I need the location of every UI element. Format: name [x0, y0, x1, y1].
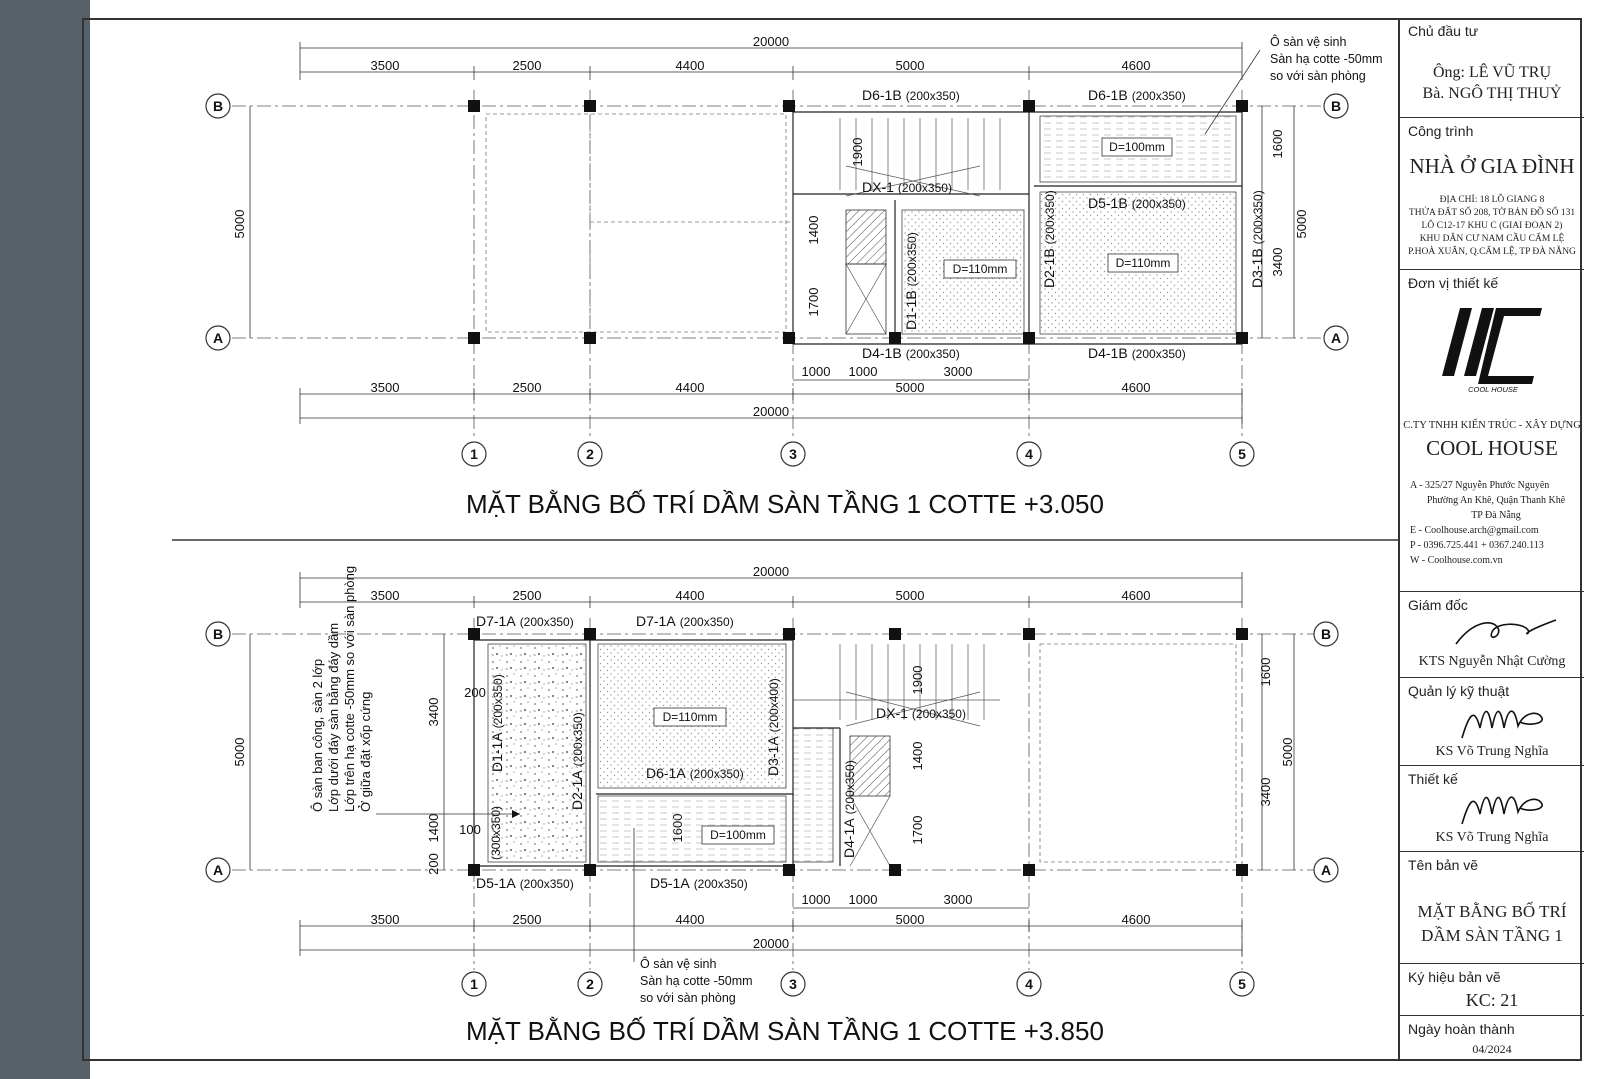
- tech-signature: [1458, 698, 1548, 742]
- svg-text:D2-1A(200x350): D2-1A(200x350): [569, 712, 585, 810]
- svg-text:DX-1(200x350): DX-1 (200x350): [876, 705, 966, 721]
- p2-grid-2: 2: [586, 976, 594, 992]
- p2-note-2: Sàn hạ cotte -50mm: [640, 974, 753, 988]
- p2-balcony-note-3: Lớp trên hạ cotte -50mm so với sàn phòng: [342, 565, 357, 812]
- p1-dim-left: 5000: [232, 209, 247, 239]
- tb-project-label: Công trình: [1408, 123, 1474, 139]
- p1-note-3: so với sàn phòng: [1270, 69, 1366, 83]
- p2-left-dim-d: 200: [464, 685, 486, 700]
- tb-address-3: LÔ C12-17 KHU C (GIAI ĐOẠN 2): [1421, 221, 1563, 231]
- p1-grid-b-left: B: [212, 98, 224, 114]
- p2-grid-1: 1: [470, 976, 478, 992]
- p2-stair-b2: 1000: [848, 892, 878, 907]
- p2-stair-b1: 1000: [801, 892, 831, 907]
- p2-beam-d7-right: D7-1A: [636, 613, 676, 629]
- p1-dim-bot-5: 4600: [1121, 380, 1151, 395]
- p1-dim-top-1: 3500: [370, 58, 400, 73]
- p2-title: MẶT BẰNG BỐ TRÍ DẦM SÀN TẦNG 1 COTTE +3.850: [466, 1016, 1104, 1046]
- tb-company-addr-1: A - 325/27 Nguyễn Phước Nguyên: [1410, 480, 1550, 491]
- tb-date-section: [1400, 1016, 1584, 1061]
- p2-beam-d1b-size: (300x350): [489, 805, 503, 860]
- tb-project-name: NHÀ Ở GIA ĐÌNH: [1409, 154, 1575, 178]
- plan-2: [206, 564, 1338, 1046]
- tb-company-addr-3: TP Đà Nẵng: [1471, 510, 1521, 521]
- p1-grid-4: 4: [1025, 446, 1033, 462]
- logo-text: COOL HOUSE: [1468, 385, 1518, 394]
- p2-grid-4: 4: [1025, 976, 1033, 992]
- p1-stair-d3: 1700: [806, 287, 821, 317]
- p2-dim-right-b: 3400: [1258, 777, 1273, 807]
- p1-dim-top-2: 2500: [512, 58, 542, 73]
- tb-design-label: Thiết kế: [1408, 771, 1458, 787]
- p2-dim-bot-1: 3500: [370, 912, 400, 927]
- p2-dim-top-5: 4600: [1121, 588, 1151, 603]
- tb-designer-label: Đơn vị thiết kế: [1408, 275, 1499, 291]
- p1-stair-d2: 1400: [806, 215, 821, 245]
- cool-house-logo: [1438, 304, 1548, 394]
- p1-dim-top-3: 4400: [675, 58, 705, 73]
- tb-design-name: KS Võ Trung Nghĩa: [1435, 830, 1549, 845]
- p2-balcony-note-4: Ở giữa đặt xốp cứng: [358, 691, 373, 812]
- svg-text:D6-1B(200x350): D6-1B (200x350): [862, 87, 960, 103]
- tb-director-label: Giám đốc: [1408, 597, 1468, 613]
- tb-address-4: KHU DÂN CƯ NAM CẦU CẨM LỆ: [1419, 234, 1565, 244]
- p1-stair-b1: 1000: [801, 364, 831, 379]
- svg-text:D5-1A(200x350): D5-1A (200x350): [650, 875, 748, 891]
- svg-text:D1-1A(200x350): D1-1A(200x350): [489, 674, 505, 772]
- p2-balcony-note-2: Lớp dưới đáy sàn bằng đáy dầm: [326, 622, 341, 812]
- tb-drawing-name-1: MẶT BẰNG BỐ TRÍ: [1417, 902, 1567, 921]
- tb-director-name: KTS Nguyễn Nhật Cường: [1418, 654, 1566, 669]
- svg-text:D7-1A(200x350): D7-1A (200x350): [636, 613, 734, 629]
- p1-beam-d4-left: D4-1B: [862, 345, 902, 361]
- p2-left-dim-e: 100: [459, 822, 481, 837]
- p1-title: MẶT BẰNG BỐ TRÍ DẦM SÀN TẦNG 1 COTTE +3.050: [466, 489, 1104, 519]
- p1-grid-b-right: B: [1330, 98, 1342, 114]
- tb-tech-label: Quản lý kỹ thuật: [1408, 683, 1510, 699]
- p1-dim-total-bot: 20000: [752, 404, 790, 419]
- p1-grid-a-left: A: [212, 330, 224, 346]
- svg-text:D7-1A(200x350): D7-1A (200x350): [476, 613, 574, 629]
- tb-phone: P - 0396.725.441 + 0367.240.113: [1410, 540, 1544, 551]
- tb-director-section: [1400, 592, 1584, 678]
- director-signature: [1452, 612, 1562, 652]
- tb-drawing-name-2: DẦM SÀN TẦNG 1: [1421, 926, 1563, 945]
- title-block: [1398, 18, 1584, 1061]
- tb-code-section: [1400, 964, 1584, 1016]
- p1-grid-1: 1: [470, 446, 478, 462]
- p2-balcony-note-1: Ô sàn ban công, sàn 2 lớp: [310, 658, 325, 812]
- p2-stair-d1: 1900: [910, 665, 925, 695]
- p2-dim-bot-3: 4400: [675, 912, 705, 927]
- p1-dim-top-5: 4600: [1121, 58, 1151, 73]
- tb-company-line: C.TY TNHH KIẾN TRÚC - XÂY DỰNG: [1403, 420, 1581, 431]
- p2-grid-3: 3: [789, 976, 797, 992]
- p1-dim-right-b: 3400: [1270, 247, 1285, 277]
- p1-dim-top-4: 5000: [895, 58, 925, 73]
- svg-text:D4-1A(200x350): D4-1A(200x350): [841, 760, 857, 858]
- p1-beam-d6-left: D6-1B: [862, 87, 902, 103]
- p1-dim-right: 5000: [1294, 209, 1309, 239]
- p2-beam-dx: DX-1: [876, 705, 908, 721]
- p2-dim-total-top: 20000: [752, 564, 790, 579]
- tb-code-label: Ký hiệu bản vẽ: [1408, 969, 1501, 985]
- p1-note-2: Sàn hạ cotte -50mm: [1270, 52, 1383, 66]
- p2-dim-top-2: 2500: [512, 588, 542, 603]
- p2-grid-a-left: A: [212, 862, 224, 878]
- p1-note-1: Ô sàn vệ sinh: [1270, 35, 1347, 49]
- p1-grid-3: 3: [789, 446, 797, 462]
- p2-note-3: so với sàn phòng: [640, 991, 736, 1005]
- p2-beam-d1: D1-1A: [489, 732, 505, 772]
- p2-left-dim-a: 3400: [426, 697, 441, 727]
- p1-slab-3: D=110mm: [1115, 256, 1171, 270]
- svg-text:D6-1A(200x350): D6-1A (200x350): [646, 765, 744, 781]
- p2-dim-bot-4: 5000: [895, 912, 925, 927]
- p1-beam-dx: DX-1: [862, 179, 894, 195]
- p2-left-dim-b: 1400: [426, 813, 441, 843]
- p2-grid-b-left: B: [212, 626, 224, 642]
- p1-stair-b2: 1000: [848, 364, 878, 379]
- p1-beam-d3: D3-1B: [1249, 248, 1265, 288]
- p2-beam-d5-right: D5-1A: [650, 875, 690, 891]
- p1-grid-2: 2: [586, 446, 594, 462]
- p1-stair-b3: 3000: [943, 364, 973, 379]
- p2-stair-d3: 1700: [910, 815, 925, 845]
- p2-dim-right-a: 1600: [1258, 657, 1273, 687]
- p2-beam-d5-left: D5-1A: [476, 875, 516, 891]
- p2-dim-top-3: 4400: [675, 588, 705, 603]
- p1-beam-d2: D2-1B: [1041, 248, 1057, 288]
- tb-owner-2: Bà. NGÔ THỊ THUỶ: [1422, 85, 1562, 102]
- p1-dim-bot-1: 3500: [370, 380, 400, 395]
- p1-dim-bot-2: 2500: [512, 380, 542, 395]
- designer-signature: [1458, 784, 1548, 828]
- p2-dim-top-1: 3500: [370, 588, 400, 603]
- tb-date-label: Ngày hoàn thành: [1408, 1021, 1515, 1037]
- svg-text:D5-1B(200x350): D5-1B (200x350): [1088, 195, 1186, 211]
- p1-dim-total-top: 20000: [752, 34, 790, 49]
- tb-address-2: THỬA ĐẤT SỐ 208, TỜ BẢN ĐỒ SỐ 131: [1408, 208, 1576, 218]
- tb-company-contact: [1410, 478, 1582, 568]
- svg-text:D3-1A(200x400): D3-1A(200x400): [765, 678, 781, 776]
- p2-stair-b3: 3000: [943, 892, 973, 907]
- p2-beam-d2: D2-1A: [569, 770, 585, 810]
- tb-owner-section: [1400, 18, 1584, 118]
- p1-slab-2: D=110mm: [952, 262, 1008, 276]
- p2-dim-bot-5: 4600: [1121, 912, 1151, 927]
- svg-text:DX-1(200x350): DX-1 (200x350): [862, 179, 952, 195]
- p2-beam-d3: D3-1A: [765, 736, 781, 776]
- tb-tech-section: [1400, 678, 1584, 766]
- tb-tech-name: KS Võ Trung Nghĩa: [1435, 744, 1549, 759]
- p1-dim-bot-3: 4400: [675, 380, 705, 395]
- p1-beam-d6-right: D6-1B: [1088, 87, 1128, 103]
- p1-beam-d5: D5-1B: [1088, 195, 1128, 211]
- p1-grid-5: 5: [1238, 446, 1246, 462]
- p1-dim-bot-4: 5000: [895, 380, 925, 395]
- p1-stair-d1: 1900: [850, 137, 865, 167]
- tb-drawing-name-section: [1400, 852, 1584, 964]
- tb-address-5: P.HOÀ XUÂN, Q.CẨM LỆ, TP ĐÀ NẴNG: [1408, 247, 1576, 257]
- tb-email: E - Coolhouse.arch@gmail.com: [1410, 525, 1539, 536]
- svg-text:D3-1B(200x350): D3-1B(200x350): [1249, 190, 1265, 288]
- p2-slab-1: D=110mm: [662, 710, 718, 724]
- tb-date: 04/2024: [1472, 1042, 1512, 1056]
- p2-dim-total-bot: 20000: [752, 936, 790, 951]
- plan-1: [206, 34, 1383, 519]
- tb-design-section: [1400, 766, 1584, 852]
- tb-owner-1: Ông: LÊ VŨ TRỤ: [1432, 64, 1552, 81]
- p2-beam-d4: D4-1A: [841, 818, 857, 858]
- p2-dim-left: 5000: [232, 737, 247, 767]
- tb-drawing-label: Tên bản vẽ: [1408, 857, 1479, 873]
- tb-address-1: ĐỊA CHỈ: 18 LÔ GIANG 8: [1439, 195, 1545, 205]
- svg-text:D1-1B(200x350): D1-1B(200x350): [903, 232, 919, 330]
- p2-dim-right: 5000: [1280, 737, 1295, 767]
- tb-company-name: COOL HOUSE: [1426, 436, 1558, 460]
- p1-dim-right-a: 1600: [1270, 129, 1285, 159]
- p2-grid-5: 5: [1238, 976, 1246, 992]
- p2-dim-bot-2: 2500: [512, 912, 542, 927]
- tb-address: [1400, 194, 1584, 259]
- p2-note-1: Ô sàn vệ sinh: [640, 957, 717, 971]
- svg-text:D2-1B(200x350): D2-1B(200x350): [1041, 190, 1057, 288]
- p2-left-dim-c: 200: [426, 853, 441, 875]
- tb-code: KC: 21: [1465, 990, 1519, 1010]
- svg-text:D4-1B(200x350): D4-1B (200x350): [862, 345, 960, 361]
- svg-text:D6-1B(200x350): D6-1B (200x350): [1088, 87, 1186, 103]
- p2-grid-a-right: A: [1320, 862, 1332, 878]
- p1-beam-d1: D1-1B: [903, 290, 919, 330]
- p2-grid-b-right: B: [1320, 626, 1332, 642]
- p2-beam-d6: D6-1A: [646, 765, 686, 781]
- svg-text:D4-1B(200x350): D4-1B (200x350): [1088, 345, 1186, 361]
- tb-owner-label: Chủ đầu tư: [1408, 23, 1479, 39]
- p1-slab-1: D=100mm: [1109, 140, 1165, 154]
- tb-company-addr-2: Phường An Khê, Quận Thanh Khê: [1426, 495, 1566, 506]
- p1-beam-d4-right: D4-1B: [1088, 345, 1128, 361]
- svg-text:D5-1A(200x350): D5-1A (200x350): [476, 875, 574, 891]
- p2-stair-d2: 1400: [910, 741, 925, 771]
- tb-web: W - Coolhouse.com.vn: [1410, 555, 1503, 566]
- p2-slab-2: D=100mm: [710, 828, 766, 842]
- tb-designer-section: [1400, 270, 1584, 592]
- p2-beam-d7-left: D7-1A: [476, 613, 516, 629]
- tb-project-section: [1400, 118, 1584, 270]
- p2-dim-top-4: 5000: [895, 588, 925, 603]
- p1-grid-a-right: A: [1330, 330, 1342, 346]
